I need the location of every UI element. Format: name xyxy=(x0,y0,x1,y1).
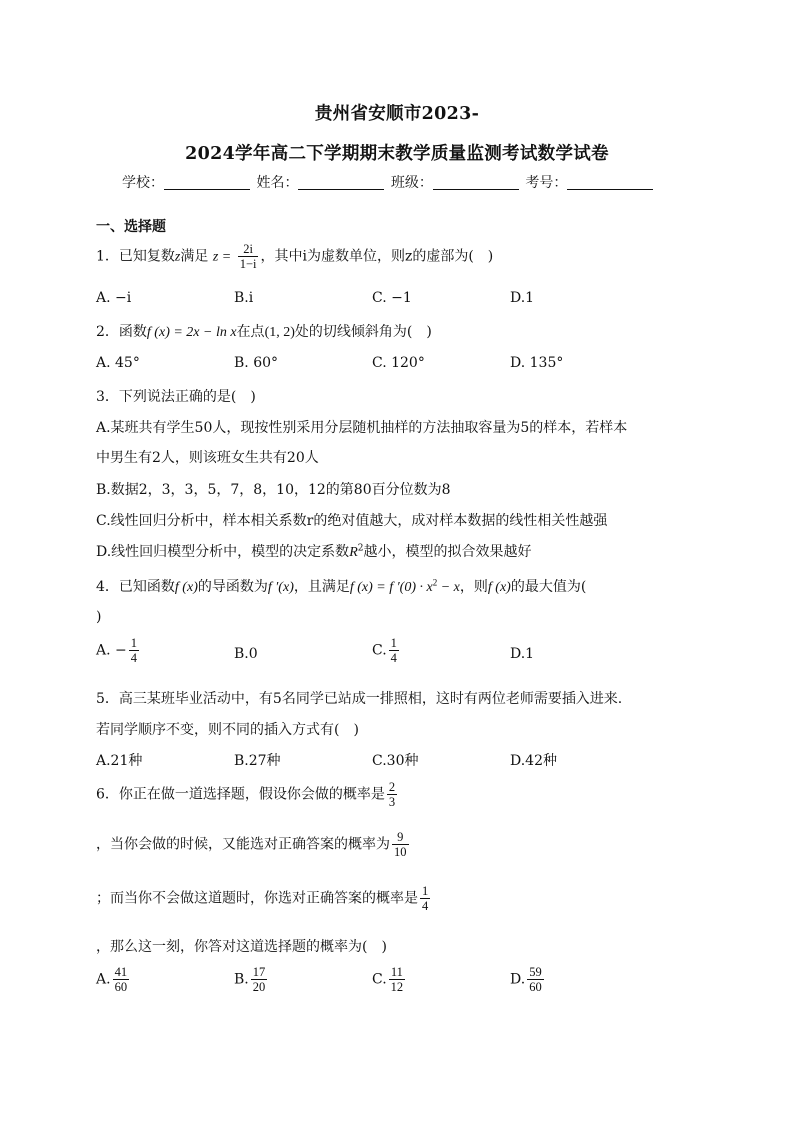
q6-c-num: 11 xyxy=(390,965,403,979)
question-2-stem xyxy=(96,321,432,341)
q1-option-c[interactable]: C. −1 xyxy=(372,290,412,306)
q4-a-den: 4 xyxy=(130,651,137,665)
q4-c-label: C. xyxy=(372,642,387,659)
q6-b-fraction xyxy=(251,965,268,994)
id-label: 考号： xyxy=(525,175,568,191)
q4-c-fraction xyxy=(389,636,399,665)
name-blank[interactable] xyxy=(298,175,384,190)
q6-fraction-1 xyxy=(387,780,397,809)
q6-d-num: 59 xyxy=(529,965,542,979)
page-title-line2: 2024学年高二下学期期末教学质量监测考试数学试卷 xyxy=(185,144,609,164)
question-5-stem-line2: 若同学顺序不变，则不同的插入方式有( ) xyxy=(96,722,359,738)
q2-pre-text: 2．函数 xyxy=(96,324,147,340)
q1-frac-num: 2i xyxy=(243,242,253,256)
q4-mid3: ，则 xyxy=(459,579,488,595)
q4-eq-tail: − x xyxy=(437,580,460,595)
q6-d-den: 60 xyxy=(529,980,542,994)
q4-c-num: 1 xyxy=(390,636,397,650)
q4-mid2: ，且满足 xyxy=(293,579,350,595)
q6-option-c[interactable] xyxy=(372,965,407,994)
q6-fraction-2 xyxy=(392,830,409,859)
q5-option-c[interactable]: C.30种 xyxy=(372,753,419,769)
q6-f2-den: 10 xyxy=(394,845,407,859)
q3-d-post: 越小，模型的拟合效果越好 xyxy=(363,544,532,560)
question-3-stem: 3．下列说法正确的是( ) xyxy=(96,389,256,405)
q6-c-label: C. xyxy=(372,971,387,988)
q6-c-fraction xyxy=(389,965,406,994)
name-label: 姓名： xyxy=(256,175,299,191)
question-6-line2 xyxy=(96,830,411,859)
q4-stem-line2: ) xyxy=(96,609,102,625)
q6-a-den: 60 xyxy=(114,980,128,994)
q4-option-d[interactable]: D.1 xyxy=(510,646,535,662)
q4-a-label: A. − xyxy=(96,642,127,659)
question-6-line1 xyxy=(96,780,399,809)
q1-option-b[interactable]: B.i xyxy=(234,290,254,306)
q5-option-d[interactable]: D.42种 xyxy=(510,753,557,769)
q3-option-c[interactable]: C.线性回归分析中，样本相关系数r的绝对值越大，成对样本数据的线性相关性越强 xyxy=(96,513,608,529)
student-info-row xyxy=(122,172,682,192)
q2-option-b[interactable]: B. 60° xyxy=(234,355,279,371)
q6-f1-den: 3 xyxy=(388,795,396,809)
q4-eq: f (x) = f ′(0) · x xyxy=(349,580,433,595)
q6-b-den: 20 xyxy=(252,980,266,994)
q6-fraction-3 xyxy=(420,884,430,913)
q6-option-b[interactable] xyxy=(234,965,269,994)
q1-pre-text: 1．已知复数 xyxy=(96,248,175,265)
q4-option-a[interactable] xyxy=(96,636,141,665)
q2-post-text: 处的切线倾斜角为( ) xyxy=(294,324,432,340)
class-label: 班级： xyxy=(390,175,433,191)
q1-fraction xyxy=(238,242,259,271)
question-6-line3 xyxy=(96,884,432,913)
q6-option-a[interactable] xyxy=(96,965,131,994)
q6-f3-den: 4 xyxy=(422,899,429,913)
page-title-line1: 贵州省安顺市2023- xyxy=(314,104,480,124)
question-5-stem-line1: 5．高三某班毕业活动中，有5名同学已站成一排照相，这时有两位老师需要插入进来. xyxy=(96,691,623,707)
q6-line1-text: 6．你正在做一道选择题，假设你会做的概率是 xyxy=(96,786,385,803)
section-title: 一、选择题 xyxy=(96,219,166,235)
q2-point: (1, 2) xyxy=(264,325,295,340)
q6-b-label: B. xyxy=(234,971,249,988)
q6-a-fraction xyxy=(113,965,130,994)
q4-f: f (x) xyxy=(174,580,198,595)
q6-d-label: D. xyxy=(510,971,526,988)
q4-eq-sup: 2 xyxy=(432,577,438,588)
q3-option-b[interactable]: B.数据2，3，3，5，7，8，10，12的第80百分位数为8 xyxy=(96,482,451,498)
q1-option-d[interactable]: D.1 xyxy=(510,290,535,306)
q3-option-a-line2[interactable]: 中男生有2人，则该班女生共有20人 xyxy=(96,450,319,466)
class-blank[interactable] xyxy=(433,175,519,190)
q4-f2: f (x) xyxy=(487,580,511,595)
q2-func: f (x) = 2x − ln x xyxy=(146,325,237,340)
q6-f1-num: 2 xyxy=(388,780,396,794)
q1-var: z xyxy=(174,249,181,265)
q6-d-fraction xyxy=(527,965,544,994)
q6-a-label: A. xyxy=(96,971,111,988)
question-4-stem xyxy=(96,576,586,596)
q6-f2-num: 9 xyxy=(397,830,404,844)
q2-mid-text: 在点 xyxy=(236,324,265,340)
q6-line2-text: ，当你会做的时候，又能选对正确答案的概率为 xyxy=(96,836,390,853)
q2-option-d[interactable]: D. 135° xyxy=(510,355,564,371)
question-1-stem xyxy=(96,242,493,271)
q4-post: 的最大值为( xyxy=(510,579,587,595)
q4-option-c[interactable] xyxy=(372,636,401,665)
q1-frac-den: 1−i xyxy=(239,257,257,271)
q4-fp: f ′(x) xyxy=(267,580,294,595)
id-blank[interactable] xyxy=(567,175,653,190)
q3-d-sup: 2 xyxy=(357,543,364,554)
school-label: 学校： xyxy=(122,175,164,191)
q4-option-b[interactable]: B.0 xyxy=(234,646,258,662)
q1-mid-text: 满足 xyxy=(180,248,209,265)
q3-option-d[interactable] xyxy=(96,541,531,561)
q4-mid1: 的导函数为 xyxy=(197,579,268,595)
q6-line3-text: ；而当你不会做这道题时，你选对正确答案的概率是 xyxy=(96,890,418,907)
q1-option-a[interactable]: A. −i xyxy=(96,290,132,306)
q6-f3-num: 1 xyxy=(422,884,429,898)
q4-a-fraction xyxy=(129,636,139,665)
q6-a-num: 41 xyxy=(114,965,128,979)
q2-option-a[interactable]: A. 45° xyxy=(96,355,140,371)
q6-c-den: 12 xyxy=(390,980,404,994)
question-6-line4: ，那么这一刻，你答对这道选择题的概率为( ) xyxy=(96,939,387,955)
q6-b-num: 17 xyxy=(252,965,266,979)
school-blank[interactable] xyxy=(164,175,250,190)
q5-option-a[interactable]: A.21种 xyxy=(96,753,143,769)
q1-post-text: ，其中i为虚数单位，则z的虚部为( ) xyxy=(260,248,494,265)
q2-option-c[interactable]: C. 120° xyxy=(372,355,425,371)
q4-pre: 4．已知函数 xyxy=(96,579,175,595)
q5-option-b[interactable]: B.27种 xyxy=(234,753,281,769)
q3-d-var: R xyxy=(349,545,358,560)
q3-d-pre: D.线性回归模型分析中，模型的决定系数 xyxy=(96,544,350,560)
q6-option-d[interactable] xyxy=(510,965,546,994)
q4-c-den: 4 xyxy=(390,651,397,665)
q3-option-a-line1[interactable]: A.某班共有学生50人，现按性别采用分层随机抽样的方法抽取容量为5的样本，若样本 xyxy=(96,420,628,436)
q4-a-num: 1 xyxy=(130,636,137,650)
q1-lhs: z = xyxy=(212,249,232,265)
